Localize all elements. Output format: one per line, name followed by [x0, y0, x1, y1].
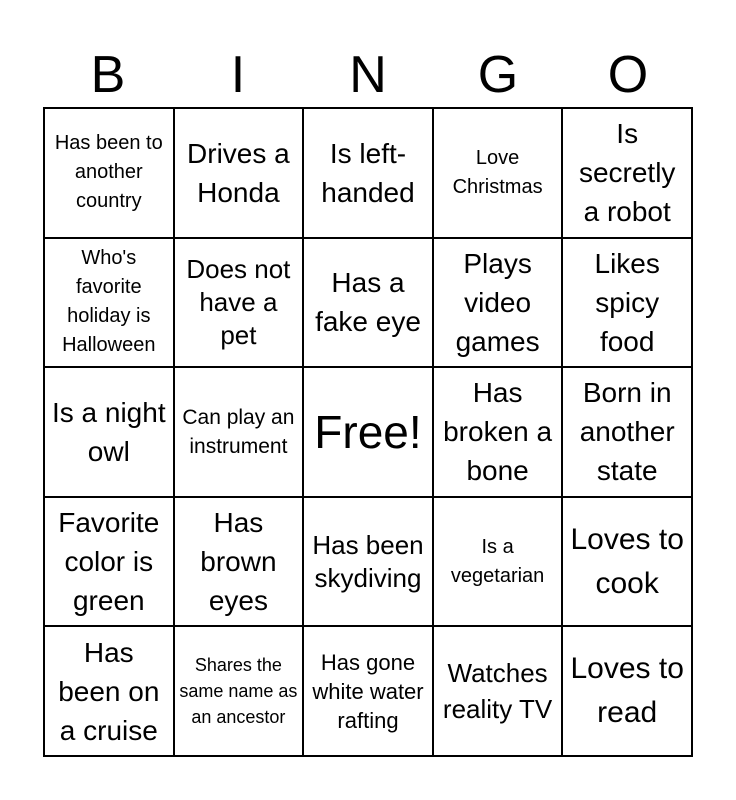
header-letter-i: I: [230, 46, 246, 104]
bingo-cell[interactable]: [303, 626, 433, 756]
cell-text: Has been skydiving: [312, 529, 424, 593]
cell-text: Does not have a pet: [186, 253, 291, 350]
bingo-cell[interactable]: [433, 108, 563, 238]
cell-text: Has brown eyes: [200, 507, 277, 617]
cell-text: Is left-handed: [321, 137, 415, 208]
cell-text: Who's favorite holiday is Halloween: [62, 247, 156, 357]
bingo-cell[interactable]: [44, 108, 174, 238]
cell-text: Is a vegetarian: [450, 535, 545, 587]
cell-text: Has a fake eye: [315, 267, 421, 338]
header-letter-g: G: [477, 46, 519, 104]
bingo-cell[interactable]: [44, 497, 174, 627]
bingo-cell[interactable]: [174, 367, 304, 497]
bingo-cell[interactable]: [174, 108, 304, 238]
bingo-cell[interactable]: [303, 238, 433, 368]
bingo-cell[interactable]: [174, 626, 304, 756]
bingo-cell[interactable]: [562, 238, 692, 368]
bingo-cell[interactable]: [433, 497, 563, 627]
cell-text: Plays video games: [455, 247, 540, 357]
cell-text: Loves to cook: [570, 522, 684, 600]
cell-text: Is secretly a robot: [578, 118, 676, 228]
bingo-cell[interactable]: [562, 497, 692, 627]
bingo-cell[interactable]: [44, 238, 174, 368]
cell-text: Favorite color is green: [58, 507, 160, 617]
bingo-board: [43, 107, 693, 757]
cell-text: Watches reality TV: [442, 658, 553, 725]
cell-text: Drives a Honda: [187, 137, 290, 208]
cell-text: Has been to another country: [54, 132, 163, 213]
cell-text: Loves to read: [570, 652, 684, 730]
bingo-cell[interactable]: [433, 367, 563, 497]
cell-text: Shares the same name as an ancestor: [179, 655, 298, 728]
cell-text: Is a night owl: [51, 396, 166, 467]
bingo-cell[interactable]: [433, 238, 563, 368]
cell-text: Can play an instrument: [182, 405, 295, 458]
header-letter-b: B: [90, 46, 126, 104]
bingo-cell[interactable]: [433, 626, 563, 756]
cell-text: Has broken a bone: [443, 377, 553, 487]
cell-text: Love Christmas: [452, 146, 543, 198]
cell-text: Born in another state: [579, 377, 675, 487]
bingo-cell[interactable]: [303, 497, 433, 627]
bingo-header: [43, 44, 693, 106]
header-letter-o: O: [607, 46, 649, 104]
bingo-cell[interactable]: [174, 497, 304, 627]
bingo-cell[interactable]: [303, 108, 433, 238]
cell-text: Has been on a cruise: [58, 636, 160, 746]
bingo-cell[interactable]: [174, 238, 304, 368]
free-space[interactable]: [303, 367, 433, 497]
bingo-cell[interactable]: [44, 626, 174, 756]
free-space-label: Free!: [314, 405, 422, 458]
bingo-cell[interactable]: [44, 367, 174, 497]
bingo-cell[interactable]: [562, 626, 692, 756]
cell-text: Has gone white water rafting: [312, 649, 424, 733]
bingo-cell[interactable]: [562, 108, 692, 238]
header-letter-n: N: [349, 46, 387, 104]
bingo-cell[interactable]: [562, 367, 692, 497]
cell-text: Likes spicy food: [594, 247, 660, 357]
